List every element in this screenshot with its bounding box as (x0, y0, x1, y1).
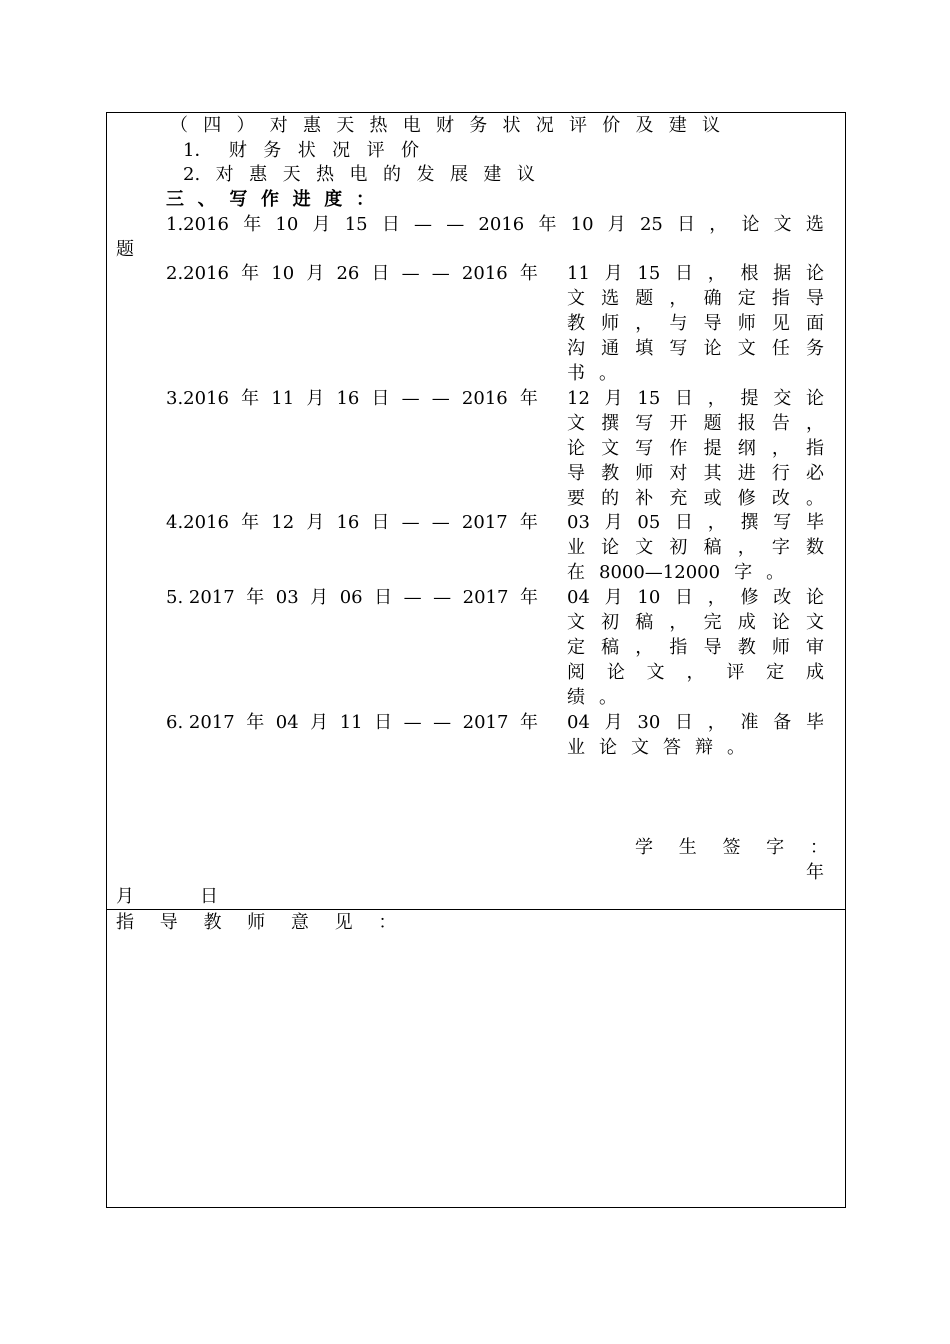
text-token: 年 (519, 263, 538, 284)
schedule-item-desc-line (567, 711, 824, 735)
text-token: 对 (215, 164, 234, 185)
text-token: 题 (116, 239, 134, 260)
text-token: 10 (275, 214, 299, 235)
text-token: 建 (668, 115, 687, 136)
text-token: 与 (669, 313, 688, 334)
text-token: 师 (737, 313, 756, 334)
text-token: 师 (771, 637, 790, 658)
text-token: 题 (635, 288, 654, 309)
text-token: 惠 (249, 164, 268, 185)
text-token: 评 (726, 662, 745, 683)
text-token: 教 (567, 313, 585, 334)
text-token: 月 (306, 263, 325, 284)
text-token: 3.2016 (166, 388, 229, 409)
schedule-item-desc-line (567, 736, 745, 760)
text-token: 文 (773, 214, 792, 235)
text-token: — (403, 712, 422, 733)
text-token: 度 (324, 189, 343, 210)
text-token: 导 (805, 288, 824, 309)
text-token: ， (707, 263, 726, 284)
schedule-item-date (166, 586, 538, 610)
text-token: 通 (601, 338, 620, 359)
text-token: 字 (771, 537, 790, 558)
text-token: 毕 (805, 512, 824, 533)
text-token: 报 (737, 413, 756, 434)
text-token: 定 (567, 637, 585, 658)
text-token: 月 (306, 512, 325, 533)
text-token: — (431, 263, 450, 284)
schedule-item-date (166, 511, 538, 535)
text-token: 文 (805, 612, 824, 633)
text-token: 发 (416, 164, 435, 185)
text-token: 指 (771, 288, 790, 309)
text-token: 导 (567, 463, 585, 484)
text-token: 展 (449, 164, 468, 185)
text-token: 书 (567, 363, 585, 384)
schedule-item-desc-line (567, 586, 824, 610)
schedule-item-desc-line (567, 412, 824, 436)
schedule-item-desc-line (567, 611, 824, 635)
text-token: 任 (771, 338, 790, 359)
text-token: 04 (567, 712, 590, 733)
text-token: 题 (703, 413, 722, 434)
text-token: 文 (567, 413, 585, 434)
text-token: 年 (241, 263, 260, 284)
text-token: 初 (601, 612, 620, 633)
schedule-item-desc-line (567, 511, 824, 535)
text-token: 议 (702, 115, 720, 136)
text-token: 完 (703, 612, 722, 633)
section-divider (107, 909, 845, 910)
text-token: 的 (383, 164, 401, 185)
text-token: 日 (381, 214, 400, 235)
schedule-item-date (166, 213, 824, 237)
schedule-item-desc-line (567, 362, 617, 386)
text-token: ， (707, 512, 726, 533)
text-token: 论 (606, 662, 625, 683)
text-token: 2016 (478, 214, 525, 235)
text-token: 日 (371, 512, 390, 533)
text-token: 数 (805, 537, 824, 558)
text-token: 11 (567, 263, 590, 284)
schedule-item-desc-line (567, 462, 824, 486)
text-token: 日 (675, 388, 694, 409)
text-token: 确 (703, 288, 722, 309)
text-token: — (446, 214, 465, 235)
schedule-item-desc-line (567, 686, 617, 710)
text-token: 热 (369, 115, 388, 136)
text-token: 1． (183, 140, 213, 161)
text-token: 写 (773, 512, 792, 533)
text-token: 文 (646, 662, 665, 683)
text-token: 日 (675, 263, 694, 284)
text-token: 选 (601, 288, 620, 309)
student-signature-label: 学 生 签 字 ： (635, 837, 838, 858)
text-token: 文 (737, 338, 756, 359)
text-token: 年 (538, 214, 557, 235)
schedule-item-desc-line (567, 387, 824, 411)
text-token: — (414, 214, 433, 235)
text-token: 文 (567, 612, 585, 633)
schedule-item-desc-line (567, 536, 824, 560)
text-token: 况 (535, 115, 554, 136)
text-token: 惠 (303, 115, 321, 136)
text-token: 成 (737, 612, 756, 633)
text-token: 年 (246, 587, 265, 608)
text-token: 稿 (635, 612, 654, 633)
text-token: 修 (737, 488, 756, 509)
text-token: 进 (292, 189, 311, 210)
text-token: 必 (805, 463, 824, 484)
text-token: 10 (570, 214, 594, 235)
text-token: 日 (374, 712, 393, 733)
text-token: 价 (400, 140, 419, 161)
text-token: 天 (336, 115, 355, 136)
text-token: 定 (766, 662, 785, 683)
text-token: 06 (339, 587, 363, 608)
text-token: — (403, 587, 422, 608)
schedule-item-date (166, 262, 538, 286)
text-token: 15 (637, 388, 661, 409)
text-token: 年 (241, 512, 260, 533)
text-token: ， (737, 537, 756, 558)
text-token: 其 (703, 463, 722, 484)
text-token: 年 (519, 587, 538, 608)
text-token: ， (707, 388, 726, 409)
text-token: 文 (631, 737, 649, 758)
text-token: — (431, 388, 450, 409)
text-token: ， (686, 662, 705, 683)
text-token: 论 (741, 214, 760, 235)
text-token: 写 (635, 413, 654, 434)
text-token: 四 (203, 115, 222, 136)
text-token: 论 (805, 263, 824, 284)
text-token: 热 (316, 164, 335, 185)
text-token: 成 (805, 662, 824, 683)
text-token: 填 (635, 338, 654, 359)
text-token: ， (805, 413, 824, 434)
text-token: 年 (241, 388, 260, 409)
text-token: 日 (371, 388, 390, 409)
text-token: 年 (519, 512, 538, 533)
text-token: 文 (635, 537, 654, 558)
text-token: 月 (604, 512, 623, 533)
text-token: 初 (669, 537, 688, 558)
text-token: 论 (567, 438, 585, 459)
text-token: 日 (677, 214, 696, 235)
text-token: 行 (771, 463, 790, 484)
text-token: 务 (469, 115, 488, 136)
text-token: 写 (635, 438, 654, 459)
text-token: 要 (567, 488, 585, 509)
item-1 (183, 139, 419, 163)
text-token: 10 (637, 587, 661, 608)
text-token: ： (355, 189, 374, 210)
text-token: 2016 (461, 263, 508, 284)
text-token: 文 (601, 438, 620, 459)
text-token: 论 (703, 338, 722, 359)
text-token: 改 (771, 488, 790, 509)
text-token: 年 (243, 214, 262, 235)
text-token: 议 (516, 164, 535, 185)
text-token: 电 (349, 164, 368, 185)
text-token: — (433, 587, 452, 608)
text-token: 况 (332, 140, 351, 161)
text-token: 指 (669, 637, 688, 658)
text-token: 。 (599, 363, 617, 384)
text-token: 年 (246, 712, 265, 733)
text-token: 16 (336, 512, 360, 533)
text-token: 日 (374, 587, 393, 608)
text-token: 稿 (601, 637, 620, 658)
text-token: 字 (734, 562, 753, 583)
text-token: 年 (519, 712, 538, 733)
text-token: 稿 (703, 537, 722, 558)
text-token: 04 (275, 712, 299, 733)
text-token: ， (709, 214, 728, 235)
text-token: 提 (703, 438, 722, 459)
text-token: 2.2016 (166, 263, 229, 284)
text-token: ， (669, 612, 688, 633)
text-token: 日 (675, 712, 694, 733)
text-token: 选 (805, 214, 824, 235)
text-token: 评 (366, 140, 385, 161)
text-token: 10 (271, 263, 295, 284)
text-token: 月 (604, 587, 623, 608)
text-token: — (401, 388, 420, 409)
text-token: 日 (371, 263, 390, 284)
text-token: 评 (569, 115, 587, 136)
text-token: 导 (703, 637, 722, 658)
text-token: 修 (740, 587, 759, 608)
text-token: 25 (639, 214, 663, 235)
text-token: 2016 (461, 388, 508, 409)
text-token: 日 (675, 587, 694, 608)
text-token: 的 (601, 488, 620, 509)
text-token: 辩 (695, 737, 713, 758)
text-token: 8000—12000 (599, 562, 721, 583)
text-token: （ (170, 115, 188, 136)
text-token: 作 (260, 189, 279, 210)
text-token: 绩 (567, 687, 585, 708)
text-token: 在 (567, 562, 585, 583)
text-token: 03 (567, 512, 590, 533)
item-2 (183, 163, 535, 187)
text-token: 撰 (601, 413, 620, 434)
text-token: 月 (310, 712, 329, 733)
text-token: 及 (635, 115, 654, 136)
text-token: 2017 (461, 512, 508, 533)
schedule-item-desc-line (567, 661, 824, 685)
text-token: 月 (604, 712, 623, 733)
schedule-item-desc-line (567, 312, 824, 336)
text-token: 。 (727, 737, 745, 758)
schedule-item-desc-line (567, 437, 824, 461)
text-token: 交 (773, 388, 792, 409)
text-token: 15 (637, 263, 661, 284)
text-token: 12 (271, 512, 295, 533)
day-label: 日 (200, 886, 218, 907)
text-token: 据 (773, 263, 792, 284)
text-token: 6. 2017 (166, 712, 235, 733)
text-token: 11 (339, 712, 363, 733)
text-token: ） (236, 115, 255, 136)
text-token: 写 (229, 189, 248, 210)
text-token: — (401, 263, 420, 284)
text-token: 师 (601, 313, 620, 334)
text-token: 论 (601, 537, 620, 558)
text-token: 电 (402, 115, 421, 136)
text-token: 写 (669, 338, 688, 359)
text-token: ， (635, 313, 654, 334)
text-token: 。 (766, 562, 785, 583)
text-token: 月 (604, 388, 623, 409)
text-token: — (431, 512, 450, 533)
text-token: 开 (669, 413, 688, 434)
text-token: 业 (567, 537, 585, 558)
text-token: 指 (805, 438, 824, 459)
text-token: ， (635, 637, 654, 658)
text-token: 准 (740, 712, 759, 733)
text-token: ， (707, 587, 726, 608)
text-token: 备 (773, 712, 792, 733)
text-token: 4.2016 (166, 512, 229, 533)
text-token: 业 (567, 737, 585, 758)
text-token: 月 (310, 587, 329, 608)
text-token: 撰 (740, 512, 759, 533)
text-token: 日 (675, 512, 694, 533)
schedule-item-desc-line (567, 561, 784, 585)
text-token: 定 (737, 288, 756, 309)
text-token: 财 (228, 140, 247, 161)
text-token: 16 (336, 388, 360, 409)
text-token: 。 (805, 488, 824, 509)
text-token: 审 (805, 637, 824, 658)
schedule-item-desc-line (567, 487, 824, 511)
month-label: 月 (116, 886, 134, 907)
text-token: 答 (663, 737, 681, 758)
text-token: 根 (740, 263, 759, 284)
text-token: 论 (805, 388, 824, 409)
text-token: 对 (669, 463, 688, 484)
schedule-item-desc-line (567, 636, 824, 660)
text-token: ， (771, 438, 790, 459)
text-token: 。 (599, 687, 617, 708)
year-label: 年 (806, 862, 824, 883)
schedule-item-date (166, 387, 538, 411)
text-token: 师 (635, 463, 654, 484)
text-token: 04 (567, 587, 590, 608)
text-token: 或 (703, 488, 722, 509)
section-3-title (166, 188, 374, 212)
text-token: 15 (344, 214, 368, 235)
schedule-item-desc-line (567, 262, 824, 286)
text-token: 沟 (567, 338, 585, 359)
text-token: 天 (282, 164, 301, 185)
text-token: 论 (771, 612, 790, 633)
text-token: 阅 (567, 662, 585, 683)
text-token: 提 (740, 388, 759, 409)
text-token: 26 (336, 263, 360, 284)
text-token: 务 (805, 338, 824, 359)
text-token: 告 (771, 413, 790, 434)
text-token: — (401, 512, 420, 533)
text-token: 充 (669, 488, 688, 509)
text-token: 2017 (462, 587, 509, 608)
section-4-title (170, 114, 720, 138)
text-token: 5. 2017 (166, 587, 235, 608)
text-token: ， (669, 288, 688, 309)
text-token: 月 (604, 263, 623, 284)
text-token: 状 (297, 140, 316, 161)
schedule-item-desc-line (567, 287, 824, 311)
text-token: 进 (737, 463, 756, 484)
text-token: 财 (436, 115, 454, 136)
text-token: ， (707, 712, 726, 733)
text-token: 三 (166, 189, 184, 210)
text-token: 05 (637, 512, 661, 533)
schedule-item-continuation (116, 238, 134, 262)
text-token: 价 (602, 115, 621, 136)
text-token: 建 (483, 164, 502, 185)
text-token: 文 (567, 288, 585, 309)
schedule-item-desc-line (567, 337, 824, 361)
text-token: — (433, 712, 452, 733)
text-token: 纲 (737, 438, 756, 459)
text-token: 月 (312, 214, 331, 235)
text-token: 12 (567, 388, 590, 409)
advisor-opinion-label: 指 导 教 师 意 见 ： (116, 912, 407, 933)
schedule-item-date (166, 711, 538, 735)
text-token: 、 (197, 189, 216, 210)
text-token: 11 (271, 388, 295, 409)
text-token: 教 (601, 463, 620, 484)
text-token: 年 (519, 388, 538, 409)
text-token: 状 (502, 115, 521, 136)
text-token: 论 (599, 737, 617, 758)
text-token: 改 (773, 587, 792, 608)
text-token: 2. (183, 164, 201, 185)
text-token: 月 (306, 388, 325, 409)
text-token: 1.2016 (166, 214, 229, 235)
text-token: 2017 (462, 712, 509, 733)
text-token: 对 (269, 115, 288, 136)
text-token: 30 (637, 712, 661, 733)
text-token: 教 (737, 637, 756, 658)
text-token: 导 (703, 313, 722, 334)
text-token: 论 (805, 587, 824, 608)
text-token: 毕 (805, 712, 824, 733)
text-token: 见 (771, 313, 790, 334)
text-token: 作 (669, 438, 688, 459)
text-token: 务 (263, 140, 282, 161)
text-token: 补 (635, 488, 654, 509)
text-token: 月 (607, 214, 626, 235)
text-token: 面 (805, 313, 824, 334)
text-token: 03 (275, 587, 299, 608)
